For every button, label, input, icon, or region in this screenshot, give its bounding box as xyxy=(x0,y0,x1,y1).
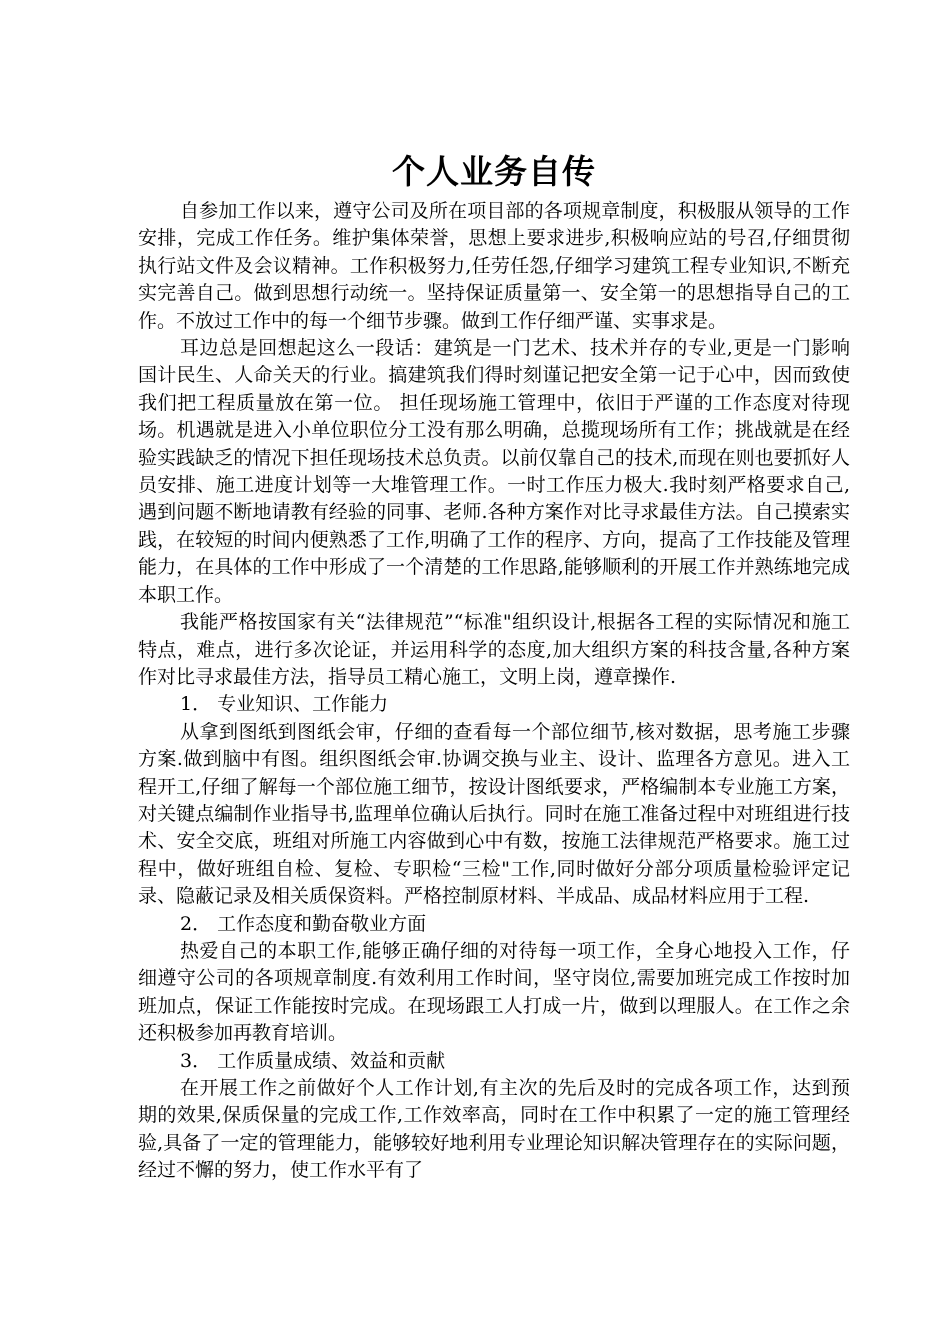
paragraph-recollection: 耳边总是回想起这么一段话：建筑是一门艺术、技术并存的专业,更是一门影响国计民生、人命关天的行业。搞建筑我们得时刻谨记把安全第一记于心中，因而致使我们把工程质量放在第一位。 担任现场施工管理中，依旧于严谨的工作态度对待现场。机遇就是进入小单位职位分工没有那么明确，总揽现场所有工作；挑战就是在经验实践缺乏的情况下担任现场技术总负责。以前仅靠自己的技术,而现在则也要抓好人员安排、施工进度计划等一大堆管理工作。一时工作压力极大.我时刻严格要求自己,遇到问题不断地请教有经验的同事、老师.各种方案作对比寻求最佳方法。自己摸索实践，在较短的时间内便熟悉了工作,明确了工作的程序、方向，提高了工作技能及管理能力，在具体的工作中形成了一个清楚的工作思路,能够顺利的开展工作并熟练地完成本职工作。 xyxy=(138,337,850,606)
paragraph-knowledge: 从拿到图纸到图纸会审，仔细的查看每一个部位细节,核对数据，思考施工步骤方案.做到脑中有图。组织图纸会审.协调交换与业主、设计、监理各方意见。进入工程开工,仔细了解每一个部位施工细节，按设计图纸要求，严格编制本专业施工方案，对关键点编制作业指导书,监理单位确认后执行。同时在施工准备过程中对班组进行技术、安全交底，班组对所施工内容做到心中有数，按施工法律规范严格要求。施工过程中，做好班组自检、复检、专职检“三检"工作,同时做好分部分项质量检验评定记录、隐蔽记录及相关质保资料。严格控制原材料、半成品、成品材料应用于工程. xyxy=(138,720,850,908)
paragraph-standards: 我能严格按国家有关“法律规范”“标准"组织设计,根据各工程的实际情况和施工特点，难点，进行多次论证，并运用科学的态度,加大组织方案的科技含量,各种方案作对比寻求最佳方法，指导员工精心施工，文明上岗，遵章操作. xyxy=(138,611,850,688)
document-title: 个人业务自传 xyxy=(392,152,596,191)
paragraph-quality: 在开展工作之前做好个人工作计划,有主次的先后及时的完成各项工作，达到预期的效果,保质保量的完成工作,工作效率高，同时在工作中积累了一定的施工管理经验,具备了一定的管理能力，能够较好地利用专业理论知识解决管理存在的实际问题，经过不懈的努力，使工作水平有了 xyxy=(138,1077,850,1182)
section-heading-knowledge: 1． 专业知识、工作能力 xyxy=(180,693,389,716)
section-heading-quality: 3． 工作质量成绩、效益和贡献 xyxy=(180,1049,446,1072)
document-page xyxy=(138,150,850,1185)
paragraph-intro: 自参加工作以来，遵守公司及所在项目部的各项规章制度，积极服从领导的工作安排，完成工作任务。维护集体荣誉，思想上要求进步,积极响应站的号召,仔细贯彻执行站文件及会议精神。工作积极努力,任劳任怨,仔细学习建筑工程专业知识,不断充实完善自己。做到思想行动统一。坚持保证质量第一、安全第一的思想指导自己的工作。不放过工作中的每一个细节步骤。做到工作仔细严谨、实事求是。 xyxy=(138,200,850,332)
paragraph-attitude: 热爱自己的本职工作,能够正确仔细的对待每一项工作，全身心地投入工作，仔细遵守公司的各项规章制度.有效利用工作时间，坚守岗位,需要加班完成工作按时加班加点，保证工作能按时完成。在现场跟工人打成一片，做到以理服人。在工作之余还积极参加再教育培训。 xyxy=(138,939,850,1045)
section-heading-attitude: 2． 工作态度和勤奋敬业方面 xyxy=(180,912,427,935)
